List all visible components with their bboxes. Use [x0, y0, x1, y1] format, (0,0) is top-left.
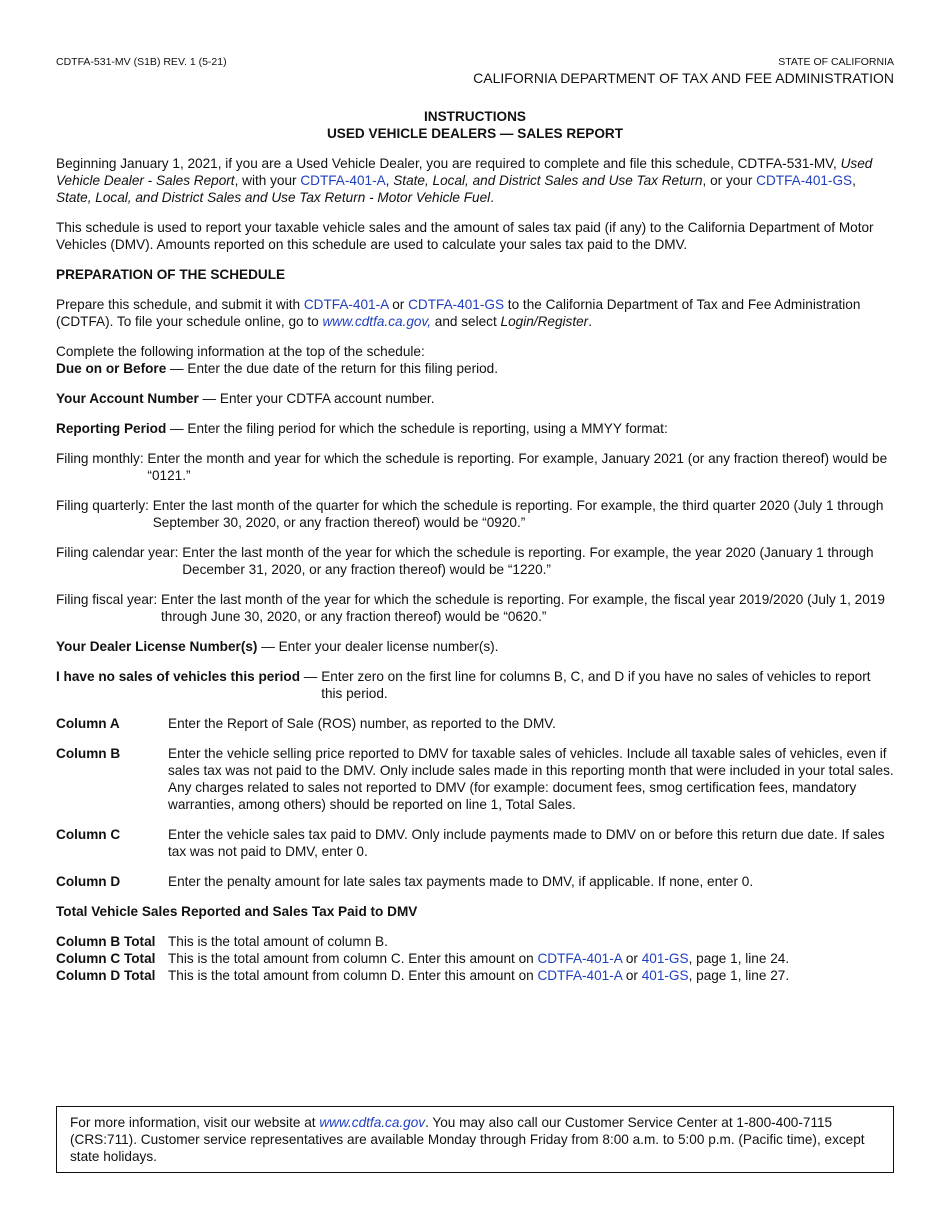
reporting-period-item — [56, 420, 894, 437]
intro-text: , — [852, 173, 856, 188]
due-text: — Enter the due date of the return for this filing period. — [166, 361, 499, 376]
title-line-1: INSTRUCTIONS — [424, 109, 526, 124]
intro-text: . — [490, 190, 494, 205]
total-label: Column C Total — [56, 951, 156, 966]
link-cdtfa-401-a[interactable]: CDTFA-401-A — [300, 173, 386, 188]
column-text: Enter the Report of Sale (ROS) number, as reported to the DMV. — [168, 716, 556, 731]
column-d-item — [56, 873, 894, 890]
column-c-total — [56, 950, 894, 967]
total-text-part: or — [622, 968, 642, 983]
period-calendar-year — [56, 544, 894, 578]
period-quarterly — [56, 497, 894, 531]
intro-text: Beginning January 1, 2021, if you are a Used Vehicle Dealer, you are required to complete and file this schedule, CDTFA-531-MV, — [56, 156, 841, 171]
total-text-part: or — [622, 951, 642, 966]
account-text: — Enter your CDTFA account number. — [198, 391, 435, 406]
no-sales-label: I have no sales of vehicles this period — [56, 669, 301, 684]
period-text: Enter the last month of the quarter for which the schedule is reporting. For example, the third quarter 2020 (July 1 through September 30, 2020, or any fraction thereof) would be “0920.” — [152, 498, 884, 530]
state-label: STATE OF CALIFORNIA — [778, 56, 894, 68]
footer-info-box — [56, 1106, 894, 1173]
total-label: Column D Total — [56, 968, 156, 983]
website-link[interactable]: www.cdtfa.ca.gov, — [322, 314, 432, 329]
no-sales-label-wrap — [56, 668, 321, 702]
link-cdtfa-401-gs[interactable]: CDTFA-401-GS — [756, 173, 853, 188]
link-401-gs[interactable]: 401-GS — [641, 968, 689, 983]
complete-line: Complete the following information at the top of the schedule: — [56, 344, 425, 359]
period-fiscal-year — [56, 591, 894, 625]
intro-text: , or your — [702, 173, 757, 188]
column-label: Column B — [56, 746, 121, 761]
period-text: Enter the last month of the year for which the schedule is reporting. For example, the year 2020 (January 1 through December 31, 2020, or any fraction thereof) would be “1220.” — [182, 545, 874, 577]
link-cdtfa-401-a[interactable]: CDTFA-401-A — [537, 968, 623, 983]
no-sales-item — [56, 668, 894, 702]
form-id: CDTFA-531-MV (S1B) REV. 1 (5-21) — [56, 56, 227, 68]
period-label: Filing fiscal year: — [56, 592, 162, 607]
footer-website-link[interactable]: www.cdtfa.ca.gov — [319, 1115, 426, 1130]
column-b-total — [56, 933, 894, 950]
intro-text: , — [385, 173, 394, 188]
account-label: Your Account Number — [56, 391, 199, 406]
column-a-item — [56, 715, 894, 732]
return-name-fuel: State, Local, and District Sales and Use Tax Return - Motor Vehicle Fuel — [56, 190, 491, 205]
total-text — [168, 967, 894, 984]
no-sales-text: Enter zero on the first line for columns B, C, and D if you have no sales of vehicles to report this period. — [321, 669, 871, 701]
link-401-gs[interactable]: 401-GS — [641, 951, 689, 966]
title-line-2: USED VEHICLE DEALERS — SALES REPORT — [326, 126, 624, 141]
total-text-part: This is the total amount from column D. Enter this amount on — [168, 968, 538, 983]
column-label: Column A — [56, 716, 120, 731]
prep-text: . — [588, 314, 592, 329]
column-label: Column C — [56, 827, 121, 842]
preparation-paragraph — [56, 296, 894, 330]
no-sales-dash: — — [300, 669, 322, 684]
license-label: Your Dealer License Number(s) — [56, 639, 258, 654]
total-label: Column B Total — [56, 934, 156, 949]
period-label: Filing monthly: — [56, 451, 148, 466]
prep-text: Prepare this schedule, and submit it with — [56, 297, 304, 312]
department-name: CALIFORNIA DEPARTMENT OF TAX AND FEE ADMINISTRATION — [473, 70, 894, 86]
prep-text: to the California Department of Tax and Fee Administration (CDTFA). To file your schedule online, go to — [56, 297, 861, 329]
column-text: Enter the vehicle sales tax paid to DMV. Only include payments made to DMV on or before this return due date. If sales tax was not paid to DMV, enter 0. — [168, 827, 885, 859]
period-text: — Enter the filing period for which the schedule is reporting, using a MMYY format: — [166, 421, 668, 436]
period-text: Enter the last month of the year for which the schedule is reporting. For example, the fiscal year 2019/2020 (July 1, 2019 through June 30, 2020, or any fraction thereof) would be “0620.” — [161, 592, 885, 624]
period-label: Filing quarterly: — [56, 498, 153, 513]
total-text-part: , page 1, line 27. — [688, 968, 790, 983]
footer-text: . You may also call our Customer Service Center at 1-800-400-7115 (CRS:711). Customer service representatives are available Monday through Friday from 8:00 a.m. to 5:00 p.m. (Pacific time), except state holidays. — [70, 1115, 865, 1164]
total-text-part: This is the total amount from column C. Enter this amount on — [168, 951, 538, 966]
due-date-item — [56, 360, 894, 377]
intro-paragraph-1 — [56, 155, 894, 206]
totals-heading: Total Vehicle Sales Reported and Sales Tax Paid to DMV — [56, 904, 418, 919]
due-label: Due on or Before — [56, 361, 167, 376]
period-label: Filing calendar year: — [56, 545, 183, 560]
column-b-item — [56, 745, 894, 813]
page-title — [0, 108, 950, 142]
intro-text: , with your — [234, 173, 301, 188]
prep-text: and select — [431, 314, 501, 329]
column-text: Enter the penalty amount for late sales tax payments made to DMV, if applicable. If none, enter 0. — [168, 874, 754, 889]
total-text-part: , page 1, line 24. — [688, 951, 790, 966]
period-monthly — [56, 450, 894, 484]
column-c-item — [56, 826, 894, 860]
total-text: This is the total amount of column B. — [168, 934, 388, 949]
login-register-text: Login/Register — [500, 314, 589, 329]
dealer-license-item — [56, 638, 894, 655]
return-name: State, Local, and District Sales and Use Tax Return — [393, 173, 703, 188]
period-text: Enter the month and year for which the schedule is reporting. For example, January 2021 (or any fraction thereof) would be “0121.” — [147, 451, 888, 483]
account-number-item — [56, 390, 894, 407]
footer-text: For more information, visit our website at — [70, 1115, 320, 1130]
schedule-name: Used Vehicle Dealer - Sales Report — [56, 156, 873, 188]
column-d-total — [56, 967, 894, 984]
license-text: — Enter your dealer license number(s). — [257, 639, 499, 654]
link-cdtfa-401-a[interactable]: CDTFA-401-A — [303, 297, 389, 312]
column-label: Column D — [56, 874, 121, 889]
period-label: Reporting Period — [56, 421, 167, 436]
link-cdtfa-401-a[interactable]: CDTFA-401-A — [537, 951, 623, 966]
total-text — [168, 950, 894, 967]
instructions-body — [56, 155, 894, 984]
column-text: Enter the vehicle selling price reported to DMV for taxable sales of vehicles. Include all taxable sales of vehicles, even if sales tax was not paid to the DMV. Only include sales made in this reporting month that were included in your total sales. Any charges related to sales not reported to DMV (for example: document fees, smog certification fees, mandatory warranties, among others) should be reported on line 1, Total Sales. — [168, 746, 894, 812]
link-cdtfa-401-gs[interactable]: CDTFA-401-GS — [408, 297, 505, 312]
intro-paragraph-2: This schedule is used to report your taxable vehicle sales and the amount of sales tax paid (if any) to the California Department of Motor Vehicles (DMV). Amounts reported on this schedule are used to calculate your sales tax paid to the DMV. — [56, 220, 874, 252]
preparation-heading: PREPARATION OF THE SCHEDULE — [56, 267, 286, 282]
prep-text: or — [388, 297, 409, 312]
